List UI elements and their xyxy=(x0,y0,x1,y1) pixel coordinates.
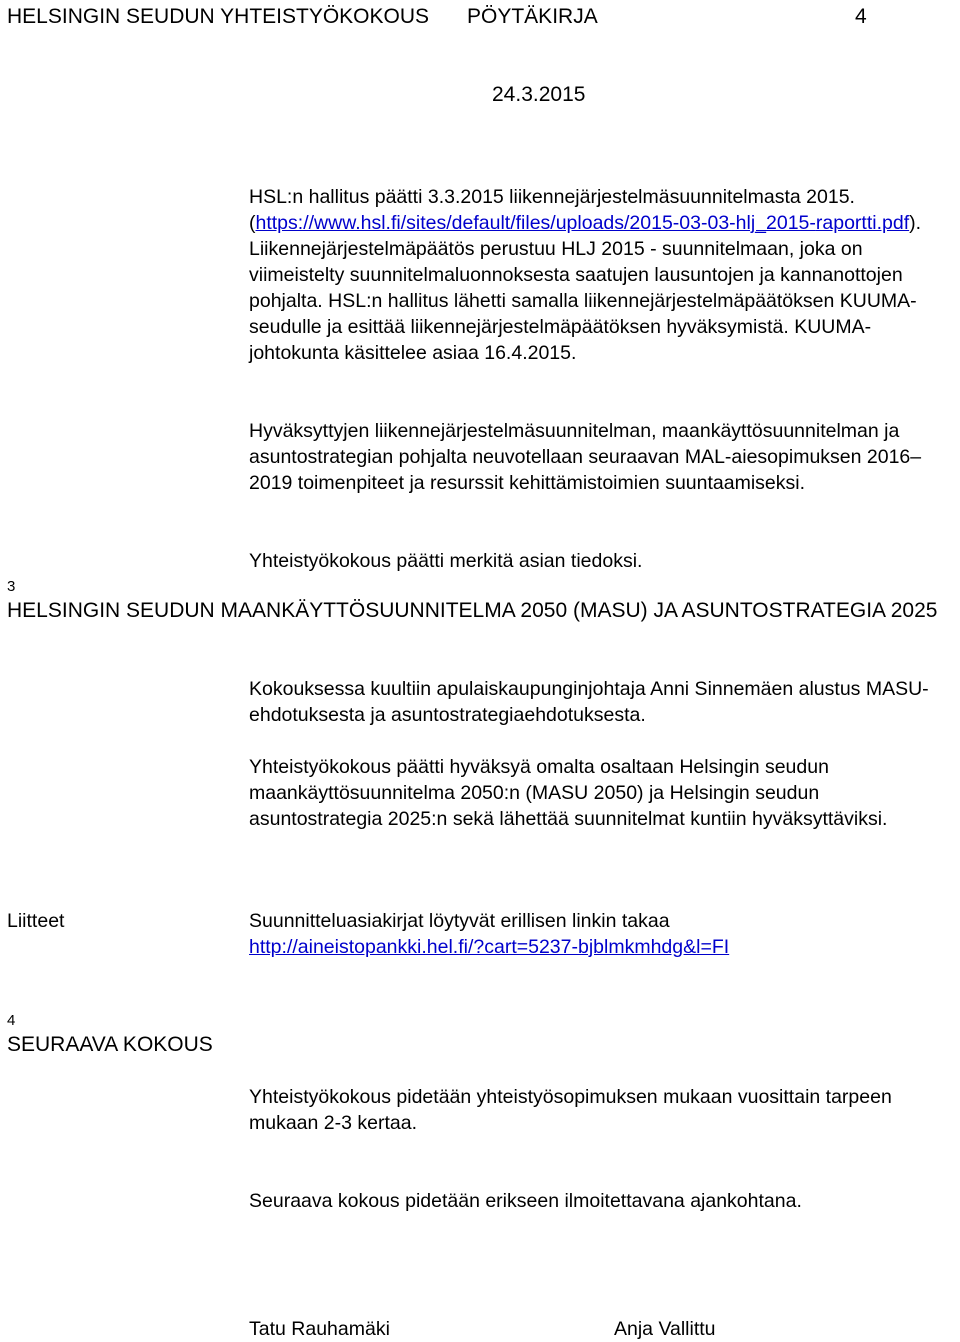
mal-paragraph: Hyväksyttyjen liikennejärjestelmäsuunnitelman, maankäyttösuunnitelman ja asuntostrategian pohjalta neuvotellaan seuraavan MAL-aiesopimuksen 2016–2019 toimenpiteet ja resurssit kehittämistoimien suuntaamiseksi. xyxy=(249,420,922,494)
signature-left: Tatu Rauhamäki xyxy=(249,1318,390,1340)
section4-paragraph1: Yhteistyökokous pidetään yhteistyösopimuksen mukaan vuosittain tarpeen mukaan 2-3 kertaa. xyxy=(249,1086,892,1134)
prev-link-open: ( xyxy=(249,212,256,234)
section3-number: 3 xyxy=(7,578,16,595)
section4-title: SEURAAVA KOKOUS xyxy=(7,1033,213,1056)
header-page-number: 4 xyxy=(855,5,867,28)
header-date: 24.3.2015 xyxy=(492,83,586,106)
hsl-report-link-part1[interactable]: https://www.hsl.fi/sites/default/files/uploads/2015-03-03-hlj_2015- xyxy=(255,212,816,234)
attachments-label: Liitteet xyxy=(7,910,65,932)
section3-paragraph1: Kokouksessa kuultiin apulaiskaupunginjohtaja Anni Sinnemäen alustus MASU-ehdotuksesta ja asuntostrategiaehdotuksesta. xyxy=(249,678,929,726)
hsl-report-link-part2[interactable]: raportti.pdf xyxy=(815,212,910,234)
attachments-text: Suunnitteluasiakirjat löytyvät erillisen linkin takaa xyxy=(249,910,670,932)
signature-right: Anja Vallittu xyxy=(614,1318,716,1340)
prev-after-link-text: ). Liikennejärjestelmäpäätös perustuu HLJ 2015 - suunnitelmaan, joka on viimeistelty suunnitelmaluonnoksesta saatujen lausuntojen ja kannanottojen pohjalta. HSL:n hallitus lähetti samalla liikennejärjestelmäpäätöksen KUUMA-seudulle ja esittää liikennejärjestelmäpäätöksen hyväksymistä. KUUMA-johtokunta käsittelee asiaa 16.4.2015. xyxy=(249,212,922,364)
section3-title: HELSINGIN SEUDUN MAANKÄYTTÖSUUNNITELMA 2050 (MASU) JA ASUNTOSTRATEGIA 2025 xyxy=(7,599,938,622)
attachments-link-row xyxy=(249,934,954,960)
section4-number: 4 xyxy=(7,1012,16,1029)
section3-paragraph2: Yhteistyökokous päätti hyväksyä omalta osaltaan Helsingin seudun maankäyttösuunnitelma 2050:n (MASU 2050) ja Helsingin seudun asuntostrategia 2025:n sekä lähettää suunnitelmat kuntiin hyväksyttäviksi. xyxy=(249,756,888,830)
header-doc-type: PÖYTÄKIRJA xyxy=(467,5,598,28)
prev-decision: Yhteistyökokous päätti merkitä asian tiedoksi. xyxy=(249,550,643,572)
header-org: HELSINGIN SEUDUN YHTEISTYÖKOKOUS xyxy=(7,5,430,28)
section4-paragraph2: Seuraava kokous pidetään erikseen ilmoitettavana ajankohtana. xyxy=(249,1190,802,1212)
prev-lead-text: HSL:n hallitus päätti 3.3.2015 liikennejärjestelmäsuunnitelmasta 2015. xyxy=(249,186,855,208)
prev-section-paragraph xyxy=(249,184,954,366)
aineistopankki-link[interactable]: http://aineistopankki.hel.fi/?cart=5237-bjblmkmhdg&l=FI xyxy=(249,936,730,958)
